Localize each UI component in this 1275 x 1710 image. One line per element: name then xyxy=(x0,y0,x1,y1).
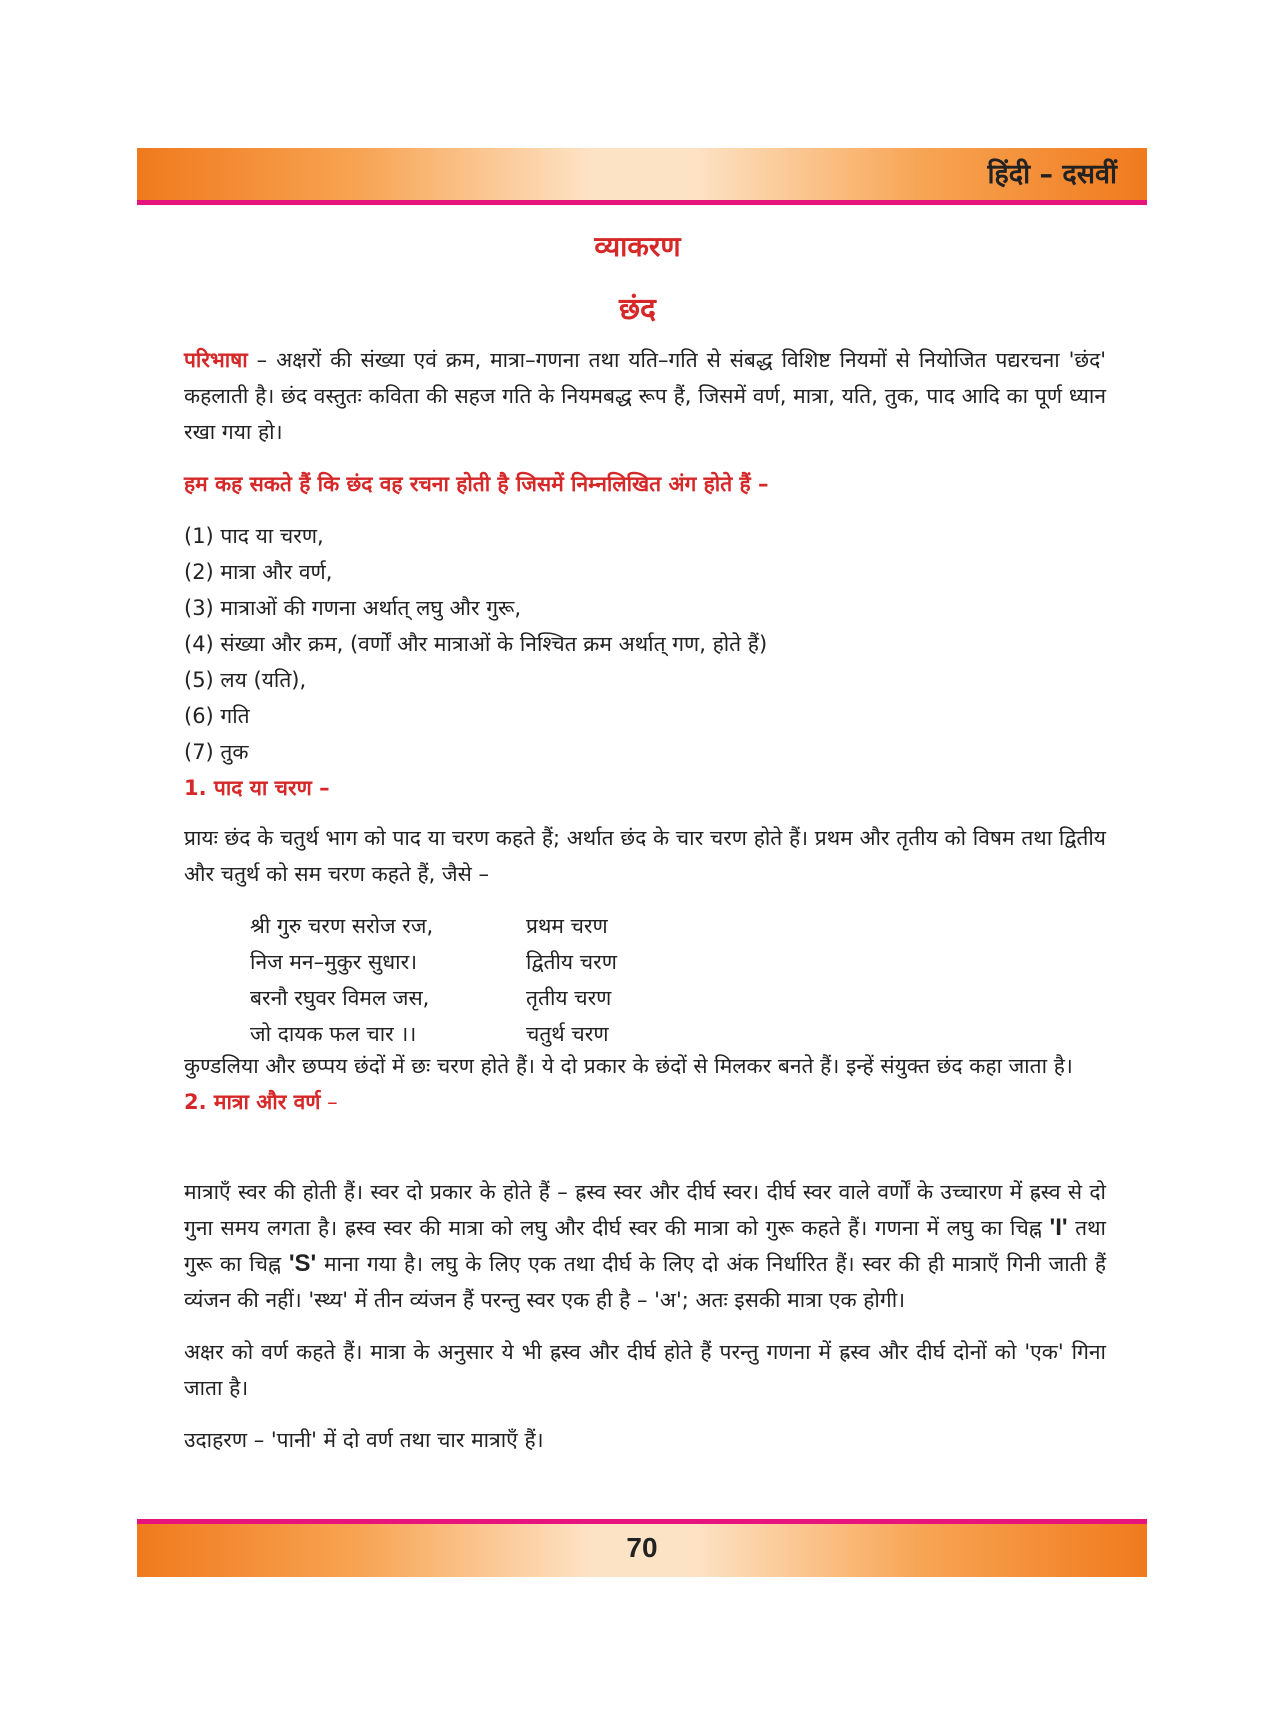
section1-block xyxy=(184,820,1106,892)
page-number: 70 xyxy=(626,1532,658,1563)
table-row xyxy=(250,980,617,1016)
list-item: (5) लय (यति), xyxy=(184,668,307,692)
list-item: (7) तुक xyxy=(184,740,249,764)
section2-paragraph-2: अक्षर को वर्ण कहते हैं। मात्रा के अनुसार ये भी ह्रस्व और दीर्घ होते हैं परन्तु गणना में ह्रस्व और दीर्घ दोनों को 'एक' गिना जाता है। xyxy=(184,1340,1106,1400)
intro-statement-block xyxy=(184,466,1106,502)
definition-paragraph xyxy=(184,342,1106,450)
section1-heading: 1. पाद या चरण – xyxy=(184,776,330,800)
list-item: (4) संख्या और क्रम, (वर्णों और मात्राओं के निश्चित क्रम अर्थात् गण, होते हैं) xyxy=(184,632,768,656)
footer-band xyxy=(137,1519,1147,1577)
list-item: (6) गति xyxy=(184,704,250,728)
example-line: निज मन–मुकुर सुधार। xyxy=(250,950,418,974)
example-line: श्री गुरु चरण सरोज रज, xyxy=(250,914,434,938)
table-row xyxy=(250,944,617,980)
example-table xyxy=(250,908,617,1052)
page-title: व्याकरण xyxy=(594,230,681,263)
section2-paragraph-3: उदाहरण – 'पानी' में दो वर्ण तथा चार मात्राएँ हैं। xyxy=(184,1428,544,1452)
header-band xyxy=(137,148,1147,205)
list-item: (1) पाद या चरण, xyxy=(184,524,324,548)
example-line: बरनौ रघुवर विमल जस, xyxy=(250,986,430,1010)
section1-note: कुण्डलिया और छप्पय छंदों में छः चरण होते हैं। ये दो प्रकार के छंदों से मिलकर बनते हैं। इन्हें संयुक्त छंद कहा जाता है। xyxy=(184,1054,1073,1078)
guru-symbol: 'S' xyxy=(288,1250,317,1277)
list-item: (3) मात्राओं की गणना अर्थात् लघु और गुरू, xyxy=(184,596,522,620)
section2-heading-text: 2. मात्रा और वर्ण xyxy=(184,1090,321,1114)
definition-text: – अक्षरों की संख्या एवं क्रम, मात्रा–गणना तथा यति–गति से संबद्ध विशिष्ट नियमों से नियोजित पद्यरचना 'छंद' कहलाती है। छंद वस्तुतः कविता की सहज गति के नियमबद्ध रूप हैं, जिसमें वर्ण, मात्रा, यति, तुक, पाद आदि का पूर्ण ध्यान रखा गया हो। xyxy=(184,348,1106,444)
intro-statement: हम कह सकते हैं कि छंद वह रचना होती है जिसमें निम्नलिखित अंग होते हैं – xyxy=(184,472,769,496)
section-title: छंद xyxy=(619,292,656,327)
features-block xyxy=(184,518,1106,806)
definition-label: परिभाषा xyxy=(184,348,248,372)
example-label: द्वितीय चरण xyxy=(526,950,617,974)
table-row xyxy=(250,1016,617,1052)
section2-block xyxy=(184,1174,1106,1458)
section2-text: मात्राएँ स्वर की होती हैं। स्वर दो प्रकार के होते हैं – ह्रस्व स्वर और दीर्घ स्वर। दीर्घ स्वर वाले वर्णों के उच्चारण में ह्रस्व से दो गुना समय लगता है। ह्रस्व स्वर की मात्रा को लघु और दीर्घ स्वर की मात्रा को गुरू कहते हैं। गणना में लघु का चिह्न xyxy=(184,1180,1106,1240)
table-row xyxy=(250,908,617,944)
section2-text: तथा गुरू का चिह्न xyxy=(184,1216,1106,1276)
header-title: हिंदी – दसवीं xyxy=(987,159,1117,190)
definition-block xyxy=(184,342,1106,450)
section2-heading xyxy=(184,1084,1106,1120)
example-label: तृतीय चरण xyxy=(526,986,612,1010)
section1-note-block xyxy=(184,1048,1106,1120)
section2-heading-dash: – xyxy=(320,1090,338,1114)
list-item: (2) मात्रा और वर्ण, xyxy=(184,560,333,584)
section2-paragraph-1 xyxy=(184,1174,1106,1318)
laghu-symbol: 'I' xyxy=(1049,1214,1068,1241)
example-label: चतुर्थ चरण xyxy=(526,1022,609,1046)
example-line: जो दायक फल चार ।। xyxy=(250,1022,417,1046)
section2-text: माना गया है। लघु के लिए एक तथा दीर्घ के लिए दो अंक निर्धारित हैं। स्वर की ही मात्राएँ गिनी जाती हैं व्यंजन की नहीं। 'स्थ्य' में तीन व्यंजन हैं परन्तु स्वर एक ही है – 'अ'; अतः इसकी मात्रा एक होगी। xyxy=(184,1252,1106,1312)
features-list xyxy=(184,518,1106,770)
section1-paragraph: प्रायः छंद के चतुर्थ भाग को पाद या चरण कहते हैं; अर्थात छंद के चार चरण होते हैं। प्रथम और तृतीय को विषम तथा द्वितीय और चतुर्थ को सम चरण कहते हैं, जैसे – xyxy=(184,826,1106,886)
example-block xyxy=(250,908,750,1052)
example-label: प्रथम चरण xyxy=(526,914,608,938)
